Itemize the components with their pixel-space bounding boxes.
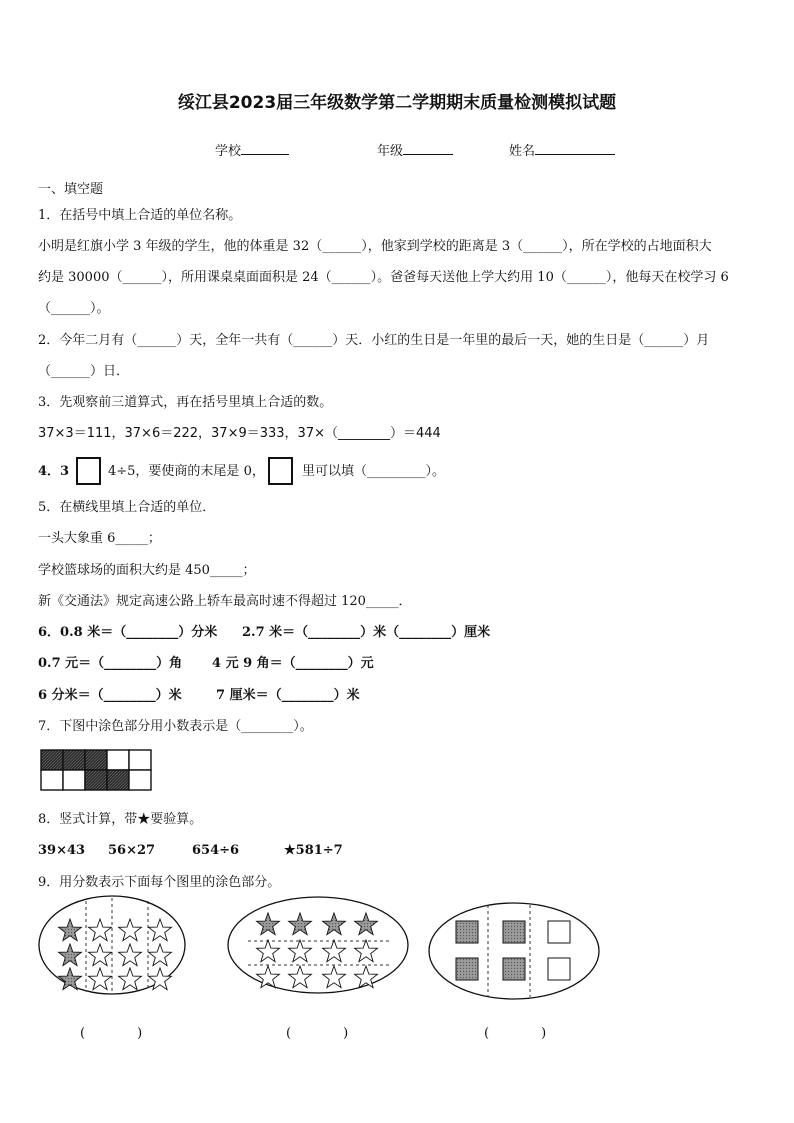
q4-part-b: 4÷5，要使商的末尾是 0， bbox=[108, 464, 265, 479]
q6-row2-a: 0.7 元＝（________）角 bbox=[38, 656, 183, 671]
star-empty bbox=[89, 919, 112, 941]
star-empty bbox=[355, 940, 378, 962]
q6-row1-b: 2.7 米＝（________）米（________）厘米 bbox=[242, 625, 491, 640]
grid-cell-shaded bbox=[63, 750, 85, 770]
star-empty bbox=[89, 968, 112, 990]
grid-cell-empty bbox=[129, 770, 151, 790]
q8-item-3: 654÷6 bbox=[192, 843, 240, 858]
square-shaded bbox=[456, 958, 478, 980]
section-heading: 一、填空题 bbox=[38, 182, 104, 197]
name-field bbox=[509, 140, 615, 159]
figure-2-oval bbox=[228, 897, 408, 993]
figure-3-oval bbox=[429, 903, 599, 999]
star-empty bbox=[323, 966, 346, 988]
q9-stem: 9．用分数表示下面每个图里的涂色部分。 bbox=[38, 875, 281, 890]
star-shaded bbox=[257, 913, 280, 935]
grid-bottom-row bbox=[41, 770, 151, 790]
q6-row1-a: 6．0.8 米＝（________）分米 bbox=[38, 625, 218, 640]
q2-line1: 2．今年二月有（______）天，全年一共有（______）天．小红的生日是一年里的最后一天，她的生日是（______）月 bbox=[38, 333, 710, 348]
figure-1-oval bbox=[39, 896, 185, 994]
star-shaded bbox=[59, 919, 82, 941]
grid-cell-shaded bbox=[85, 750, 107, 770]
q5-line3: 新《交通法》规定高速公路上轿车最高时速不得超过 120_____． bbox=[38, 594, 412, 609]
square-shaded bbox=[503, 921, 525, 943]
grid-top-row bbox=[41, 750, 151, 770]
grade-field bbox=[377, 140, 453, 159]
q1-line2: 约是 30000（______），所用课桌桌面面积是 24（______）。爸爸每天送他上学大约用 10（______），他每天在校学习 6 bbox=[38, 270, 729, 285]
school-blank[interactable] bbox=[241, 140, 289, 155]
star-shaded bbox=[59, 968, 82, 990]
q3-equations: 37×3＝111，37×6＝222，37×9＝333，37×（________）＝444 bbox=[38, 426, 441, 441]
star-empty bbox=[289, 966, 312, 988]
school-field bbox=[215, 140, 289, 159]
digit-box-2[interactable] bbox=[268, 457, 293, 485]
q1-line3: （______）。 bbox=[38, 301, 110, 316]
q3-stem: 3．先观察前三道算式，再在括号里填上合适的数。 bbox=[38, 395, 333, 410]
q8-item-4: ★581÷7 bbox=[284, 843, 343, 858]
q5-line2: 学校篮球场的面积大约是 450_____； bbox=[38, 563, 256, 578]
decimal-grid-figure bbox=[40, 749, 154, 793]
grade-blank[interactable] bbox=[403, 140, 453, 155]
star-empty bbox=[323, 940, 346, 962]
q7-stem: 7．下图中涂色部分用小数表示是（________）。 bbox=[38, 719, 313, 734]
grid-cell-shaded bbox=[41, 750, 63, 770]
grid-cell-shaded bbox=[85, 770, 107, 790]
star-empty bbox=[119, 919, 142, 941]
answer-blank-2[interactable]: ( ) bbox=[286, 1026, 349, 1041]
q8-item-2: 56×27 bbox=[108, 843, 156, 858]
grid-cell-empty bbox=[129, 750, 151, 770]
star-empty bbox=[149, 919, 172, 941]
square-shaded bbox=[456, 921, 478, 943]
q1-line1: 小明是红旗小学 3 年级的学生，他的体重是 32（______），他家到学校的距离是 3（______），所在学校的占地面积大 bbox=[38, 239, 712, 254]
star-shaded bbox=[323, 913, 346, 935]
answer-blank-1[interactable]: ( ) bbox=[80, 1026, 143, 1041]
q1-stem: 1．在括号中填上合适的单位名称。 bbox=[38, 208, 242, 223]
q4-part-c: 里可以填（_________）。 bbox=[302, 464, 446, 479]
school-label: 学校 bbox=[215, 144, 242, 159]
q5-stem: 5．在横线里填上合适的单位． bbox=[38, 500, 216, 515]
q6-row2-b: 4 元 9 角＝（________）元 bbox=[212, 656, 374, 671]
grid-cell-shaded bbox=[107, 770, 129, 790]
name-label: 姓名 bbox=[509, 144, 536, 159]
star-empty bbox=[89, 944, 112, 966]
q8-stem: 8．竖式计算，带★要验算。 bbox=[38, 812, 203, 827]
q2-line2: （______）日． bbox=[38, 364, 130, 379]
star-shaded bbox=[355, 913, 378, 935]
square-shaded bbox=[503, 958, 525, 980]
answer-blank-3[interactable]: ( ) bbox=[484, 1026, 547, 1041]
grid-cell-empty bbox=[107, 750, 129, 770]
square-empty bbox=[548, 958, 570, 980]
star-shaded bbox=[59, 944, 82, 966]
star-empty bbox=[355, 966, 378, 988]
grid-cell-empty bbox=[41, 770, 63, 790]
star-empty bbox=[119, 968, 142, 990]
q4-part-a: 4．3 bbox=[38, 464, 70, 479]
star-empty bbox=[149, 944, 172, 966]
q8-item-1: 39×43 bbox=[38, 843, 86, 858]
digit-box-1[interactable] bbox=[76, 457, 101, 485]
star-shaded bbox=[289, 913, 312, 935]
q5-line1: 一头大象重 6_____； bbox=[38, 531, 161, 546]
grade-label: 年级 bbox=[377, 144, 404, 159]
star-empty bbox=[119, 944, 142, 966]
star-empty bbox=[289, 940, 312, 962]
q6-row3-a: 6 分米＝（________）米 bbox=[38, 688, 182, 703]
grid-cell-empty bbox=[63, 770, 85, 790]
star-empty bbox=[257, 940, 280, 962]
page-title: 绥江县2023届三年级数学第二学期期末质量检测模拟试题 bbox=[177, 93, 617, 113]
q6-row3-b: 7 厘米＝（________）米 bbox=[216, 688, 360, 703]
name-blank[interactable] bbox=[535, 140, 615, 155]
square-empty bbox=[548, 921, 570, 943]
